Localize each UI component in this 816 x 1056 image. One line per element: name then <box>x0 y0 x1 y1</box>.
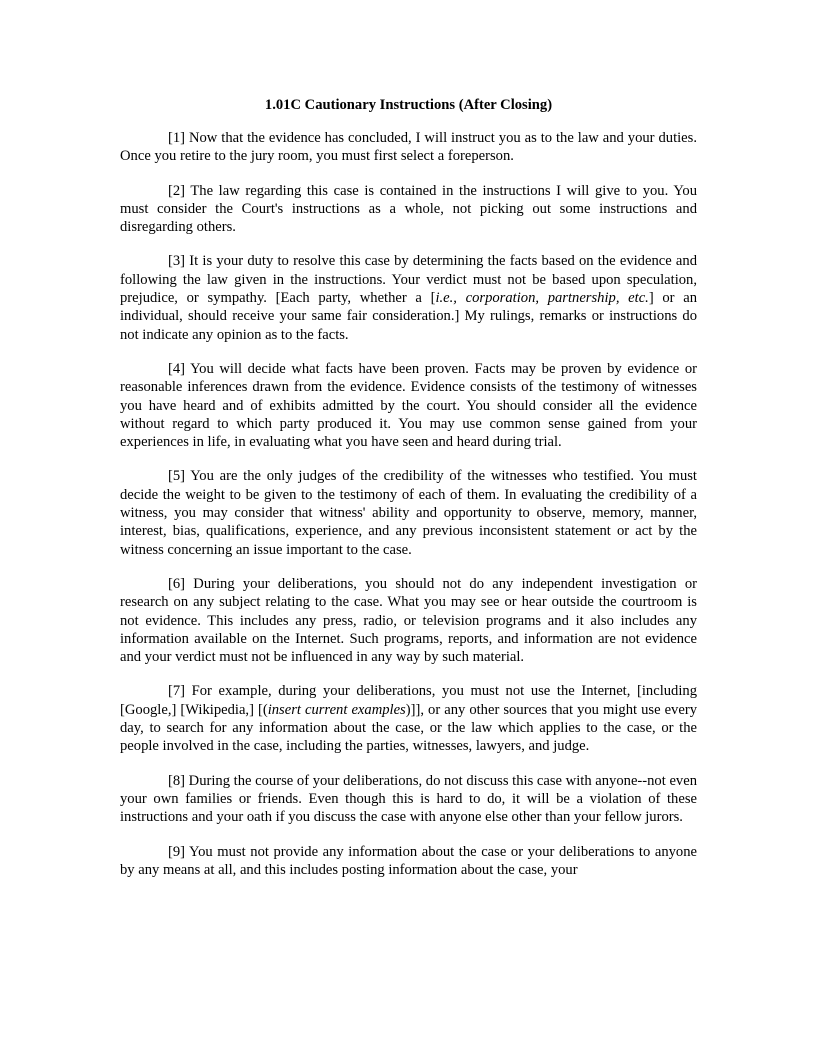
paragraph-5 <box>120 467 697 558</box>
paragraph-text: [8] During the course of your deliberations, do not discuss this case with anyone--not even your own families or friends. Even though this is hard to do, it will be a violation of these instructions and your oath if you discuss the case with anyone else other than your fellow jurors. <box>120 772 697 826</box>
paragraph-text: [7] For example, during your deliberations, you must not use the Internet, [including [Google,] [Wikipedia,] [( <box>120 683 697 718</box>
paragraph-6 <box>120 575 697 666</box>
paragraph-text: [9] You must not provide any information about the case or your deliberations to anyone by any means at all, and this includes posting information about the case, your <box>120 843 697 878</box>
paragraph-text: ] or an individual, should receive your same fair consideration.] My rulings, remarks or instructions do not indicate any opinion as to the facts. <box>120 290 698 343</box>
paragraph-8 <box>120 772 697 827</box>
paragraph-text: )]], or any other sources that you might use every day, to search for any information about the case, or the law which applies to the case, or the people involved in the case, including the parties, witnesses, lawyers, and judge. <box>120 701 697 755</box>
paragraph-3 <box>120 252 697 343</box>
paragraph-text: [5] You are the only judges of the credibility of the witnesses who testified. You must decide the weight to be given to the testimony of each of them. In evaluating the credibility of a witness, you may consider that witness' ability and opportunity to observe, memory, manner, interest, bias, qualifications, experience, and any previous inconsistent statement or act by the witness concerning an issue important to the case. <box>120 468 697 558</box>
paragraph-text: [3] It is your duty to resolve this case by determining the facts based on the evidence and following the law given in the instructions. Your verdict must not be based upon speculation, prejudice, or sympathy. [Each party, whether a [ <box>120 253 697 307</box>
paragraph-text: [2] The law regarding this case is contained in the instructions I will give to you. You must consider the Court's instructions as a whole, not picking out some instructions and disregarding others. <box>120 182 697 236</box>
paragraph-text: [1] Now that the evidence has concluded, I will instruct you as to the law and your duties. Once you retire to the jury room, you must first select a foreperson. <box>120 130 697 165</box>
paragraph-text: [6] During your deliberations, you should not do any independent investigation or research on any subject relating to the case. What you may see or hear outside the courtroom is not evidence. This includes any press, radio, or television programs and it also includes any information available on the Internet. Such programs, reports, and information are not evidence and your verdict must not be influenced in any way by such material. <box>120 575 697 666</box>
paragraph-7 <box>120 682 697 755</box>
paragraph-italic-text: i.e., corporation, partnership, etc. <box>435 290 649 307</box>
paragraph-4 <box>120 360 697 451</box>
document-title: 1.01C Cautionary Instructions (After Closing) <box>264 97 553 113</box>
paragraph-9 <box>120 843 697 880</box>
paragraph-text: [4] You will decide what facts have been proven. Facts may be proven by evidence or reasonable inferences drawn from the evidence. Evidence consists of the testimony of witnesses you have heard and of exhibits admitted by the court. You should consider all the evidence without regard to which party produced it. You may use common sense gained from your experiences in life, in evaluating what you have seen and heard during trial. <box>120 360 697 451</box>
paragraph-italic-text: insert current examples <box>267 701 406 718</box>
paragraph-1 <box>120 129 697 166</box>
paragraph-2 <box>120 182 697 237</box>
document-page <box>120 96 697 895</box>
